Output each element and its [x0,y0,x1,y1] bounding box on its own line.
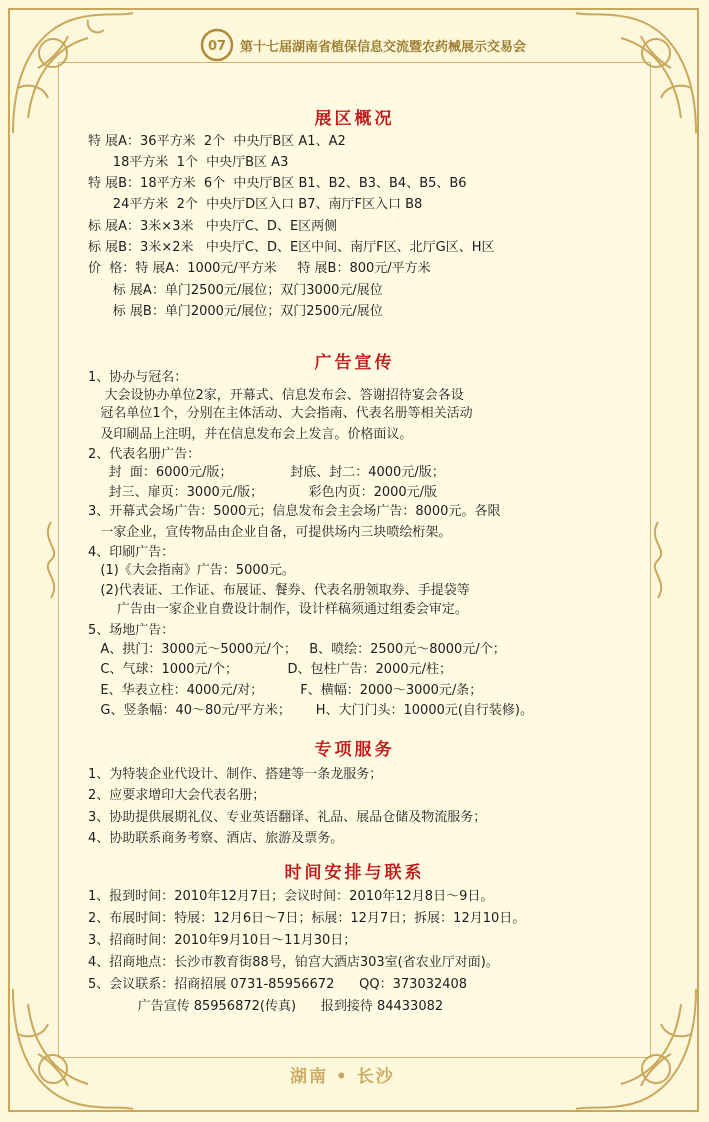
advertising-line: 封三、扉页：3000元/版； 彩色内页：2000元/版 [88,485,438,500]
schedule-line: 广告宣传 85956872(传真) 报到接待 84433082 [88,999,444,1014]
exhibition-line: 标 展A：单门2500元/展位；双门3000元/展位 [88,283,383,298]
advertising-line: 广告由一家企业自费设计制作，设计样稿须通过组委会审定。 [88,602,468,617]
advertising-line: (1)《大会指南》广告：5000元。 [88,563,295,578]
advertising-line: 一家企业，宣传物品由企业自备，可提供场内三块喷绘桁架。 [88,525,452,540]
advertising-line: C、气球：1000元/个； D、包柱广告：2000元/柱； [88,662,453,677]
event-logo-icon [200,28,234,62]
header-title: 第十七届湖南省植保信息交流暨农药械展示交易会 [240,39,527,55]
exhibition-line: 18平方米 1个 中央厅B区 A3 [88,155,289,170]
services-line: 4、协助联系商务考察、酒店、旅游及票务。 [88,831,344,846]
section-title-advertising: 广告宣传 [314,353,395,373]
advertising-line: 5、场地广告： [88,623,175,638]
services-line: 3、协助提供展期礼仪、专业英语翻译、礼品、展品仓储及物流服务； [88,810,487,825]
header [200,30,526,60]
exhibition-line: 标 展A：3米×3米 中央厅C、D、E区两侧 [88,219,338,234]
exhibition-line: 特 展A：36平方米 2个 中央厅B区 A1、A2 [88,134,346,149]
section-title-services: 专项服务 [314,740,395,760]
schedule-line: 5、会议联系：招商招展 0731-85956672 QQ：373032408 [88,977,468,992]
advertising-line: 3、开幕式会场广告：5000元；信息发布会主会场广告：8000元。各限 [88,504,501,519]
schedule-line: 1、报到时间：2010年12月7日；会议时间：2010年12月8日～9日。 [88,889,494,904]
ornament-corner-bottom-right [571,984,701,1114]
advertising-line: 冠名单位1个，分别在主体活动、大会指南、代表名册等相关活动 [88,406,473,421]
exhibition-line: 标 展B：单门2000元/展位；双门2500元/展位 [88,304,383,319]
advertising-line: A、拱门：3000元～5000元/个； B、喷绘：2500元～8000元/个； [88,642,506,657]
exhibition-line: 特 展B：18平方米 6个 中央厅B区 B1、B2、B3、B4、B5、B6 [88,176,467,191]
logo-text: 07 [207,39,227,54]
exhibition-line: 价 格：特 展A：1000元/平方米 特 展B：800元/平方米 [88,261,431,276]
advertising-line: G、竖条幅：40～80元/平方米； H、大门门头：10000元(自行装修)。 [88,703,534,718]
schedule-line: 2、布展时间：特展：12月6日～7日；标展：12月7日；拆展：12月10日。 [88,911,526,926]
advertising-line: 2、代表名册广告： [88,447,201,462]
services-line: 2、应要求增印大会代表名册； [88,788,266,803]
exhibition-line: 标 展B：3米×2米 中央厅C、D、E区中间、南厅F区、北厅G区、H区 [88,240,495,255]
ornament-side-right [647,520,669,600]
ornament-side-left [40,520,62,600]
advertising-line: (2)代表证、工作证、布展证、餐券、代表名册领取券、手提袋等 [88,583,470,598]
advertising-line: 封 面：6000元/版； 封底、封二：4000元/版； [88,465,445,480]
schedule-line: 3、招商时间：2010年9月10日～11月30日； [88,933,357,948]
section-title-exhibition: 展区概况 [314,109,395,129]
advertising-line: 及印刷品上注明，并在信息发布会上发言。价格面议。 [88,427,413,442]
advertising-line: 1、协办与冠名： [88,370,188,385]
schedule-line: 4、招商地点：长沙市教育街88号，铂宫大酒店303室(省农业厅对面)。 [88,955,499,970]
advertising-line: 大会设协办单位2家，开幕式、信息发布会、答谢招待宴会各设 [88,388,464,403]
advertising-line: 4、印刷广告： [88,545,175,560]
section-title-schedule: 时间安排与联系 [284,863,425,883]
footer-location: 湖南 • 长沙 [290,1067,395,1087]
services-line: 1、为特装企业代设计、制作、搭建等一条龙服务； [88,767,383,782]
exhibition-line: 24平方米 2个 中央厅D区入口 B7、南厅F区入口 B8 [88,197,423,212]
advertising-line: E、华表立柱：4000元/对； F、横幅：2000～3000元/条； [88,683,483,698]
